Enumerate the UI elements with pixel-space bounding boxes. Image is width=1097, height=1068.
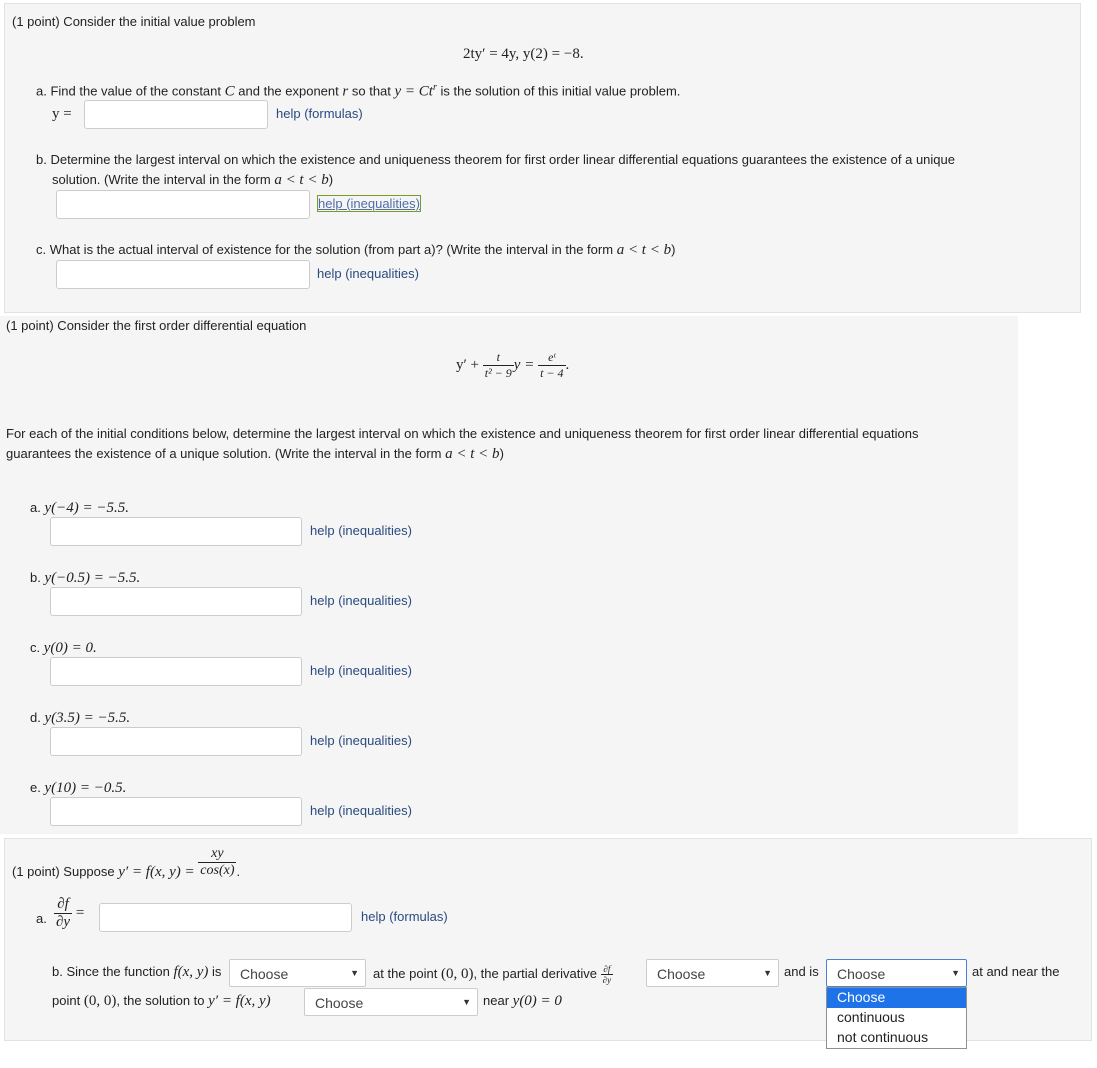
dropdown-option-not-continuous[interactable]: not continuous: [837, 1029, 929, 1045]
problem-2-part-c-input[interactable]: [50, 657, 302, 686]
problem-2-part-b-input[interactable]: [50, 587, 302, 616]
help-formulas-link[interactable]: help (formulas): [361, 909, 448, 924]
continuity-select-2[interactable]: Choose ▼: [646, 959, 779, 987]
problem-1-part-a-text: a. Find the value of the constant C and the exponent r so that $y = Ct^r$ is the solution of this initial value problem.: [36, 82, 681, 100]
help-inequalities-link[interactable]: help (inequalities): [317, 266, 419, 281]
problem-1-part-b-line2: solution. (Write the interval in the form a < t < b): [52, 172, 334, 188]
problem-3-part-b-line2: point (0, 0), the solution to y′ = f(x, y): [52, 993, 271, 1009]
solution-select[interactable]: Choose ▼: [304, 988, 478, 1016]
help-inequalities-link[interactable]: help (inequalities): [310, 803, 412, 818]
problem-1-part-c-text: c. What is the actual interval of existence for the solution (from part a)? (Write the interval in the form a < t < b): [36, 242, 676, 258]
dropdown-option-choose[interactable]: Choose: [827, 988, 966, 1008]
problem-2-intro: (1 point) Consider the first order differential equation: [6, 318, 307, 333]
partial-derivative-label: $\frac{\partial f}{\partial y}$ =: [56, 896, 85, 930]
problem-1-intro: (1 point) Consider the initial value problem: [12, 14, 256, 29]
problem-2-equation: y′ + $\frac{t}{\text{t² − 9}}$ y = $\frac{\text{eᵗ}}{t - 4}$ .: [456, 350, 570, 380]
problem-1-answer-prefix: y =: [52, 106, 72, 122]
dropdown-option-continuous[interactable]: continuous: [837, 1009, 905, 1025]
problem-1-part-b-input[interactable]: [56, 190, 310, 219]
help-inequalities-link[interactable]: help (inequalities): [318, 196, 420, 211]
chevron-down-icon: ▼: [462, 997, 471, 1007]
problem-2-part-d-label: d. y(3.5) = −5.5.: [30, 710, 131, 726]
problem-3-part-b-and-is: and is: [784, 964, 819, 979]
continuity-select-1[interactable]: Choose ▼: [229, 959, 366, 987]
chevron-down-icon: ▼: [350, 968, 359, 978]
problem-1-part-a-input[interactable]: [84, 100, 268, 129]
problem-2-description-line1: For each of the initial conditions below, determine the largest interval on which the existence and uniqueness theorem for first order linear differential equations: [6, 426, 919, 441]
problem-3-part-b-near: near y(0) = 0: [483, 993, 562, 1009]
problem-3-part-a-input[interactable]: [99, 903, 352, 932]
problem-3-intro: (1 point) Suppose y′ = f(x, y) = $\frac{xy}{\cos(x)}$ .: [12, 846, 241, 880]
problem-1-part-b-line1: b. Determine the largest interval on which the existence and uniqueness theorem for first order linear differential equations guarantees the existence of a unique: [36, 152, 955, 167]
problem-1-part-c-input[interactable]: [56, 260, 310, 289]
help-formulas-link[interactable]: help (formulas): [276, 106, 363, 121]
problem-2-part-e-input[interactable]: [50, 797, 302, 826]
problem-3-part-b-text4: at and near the: [972, 964, 1060, 979]
problem-2-description-line2: guarantees the existence of a unique solution. (Write the interval in the form a < t < b): [6, 446, 504, 462]
chevron-down-icon: ▼: [763, 968, 772, 978]
problem-2-part-a-input[interactable]: [50, 517, 302, 546]
problem-2-part-d-input[interactable]: [50, 727, 302, 756]
continuity-select-3[interactable]: Choose ▼: [826, 959, 967, 987]
dropdown-options-list: [826, 987, 967, 1049]
help-inequalities-link[interactable]: help (inequalities): [310, 733, 412, 748]
problem-2-part-b-label: b. y(−0.5) = −5.5.: [30, 570, 141, 586]
problem-2-part-e-label: e. y(10) = −0.5.: [30, 780, 127, 796]
problem-3-part-b-text2: at the point (0, 0), the partial derivative $\frac{\partial f}{\partial y}$: [373, 964, 612, 985]
chevron-down-icon: ▼: [951, 968, 960, 978]
help-inequalities-link[interactable]: help (inequalities): [310, 593, 412, 608]
help-inequalities-link[interactable]: help (inequalities): [310, 523, 412, 538]
problem-3-part-b-text1: b. Since the function f(x, y) is: [52, 964, 222, 980]
problem-2-panel: [0, 316, 1018, 834]
problem-2-part-c-label: c. y(0) = 0.: [30, 640, 97, 656]
problem-1-equation: 2ty′ = 4y, y(2) = −8.: [463, 46, 584, 62]
problem-3-part-a-label: a.: [36, 911, 47, 926]
problem-2-part-a-label: a. y(−4) = −5.5.: [30, 500, 129, 516]
help-inequalities-link[interactable]: help (inequalities): [310, 663, 412, 678]
